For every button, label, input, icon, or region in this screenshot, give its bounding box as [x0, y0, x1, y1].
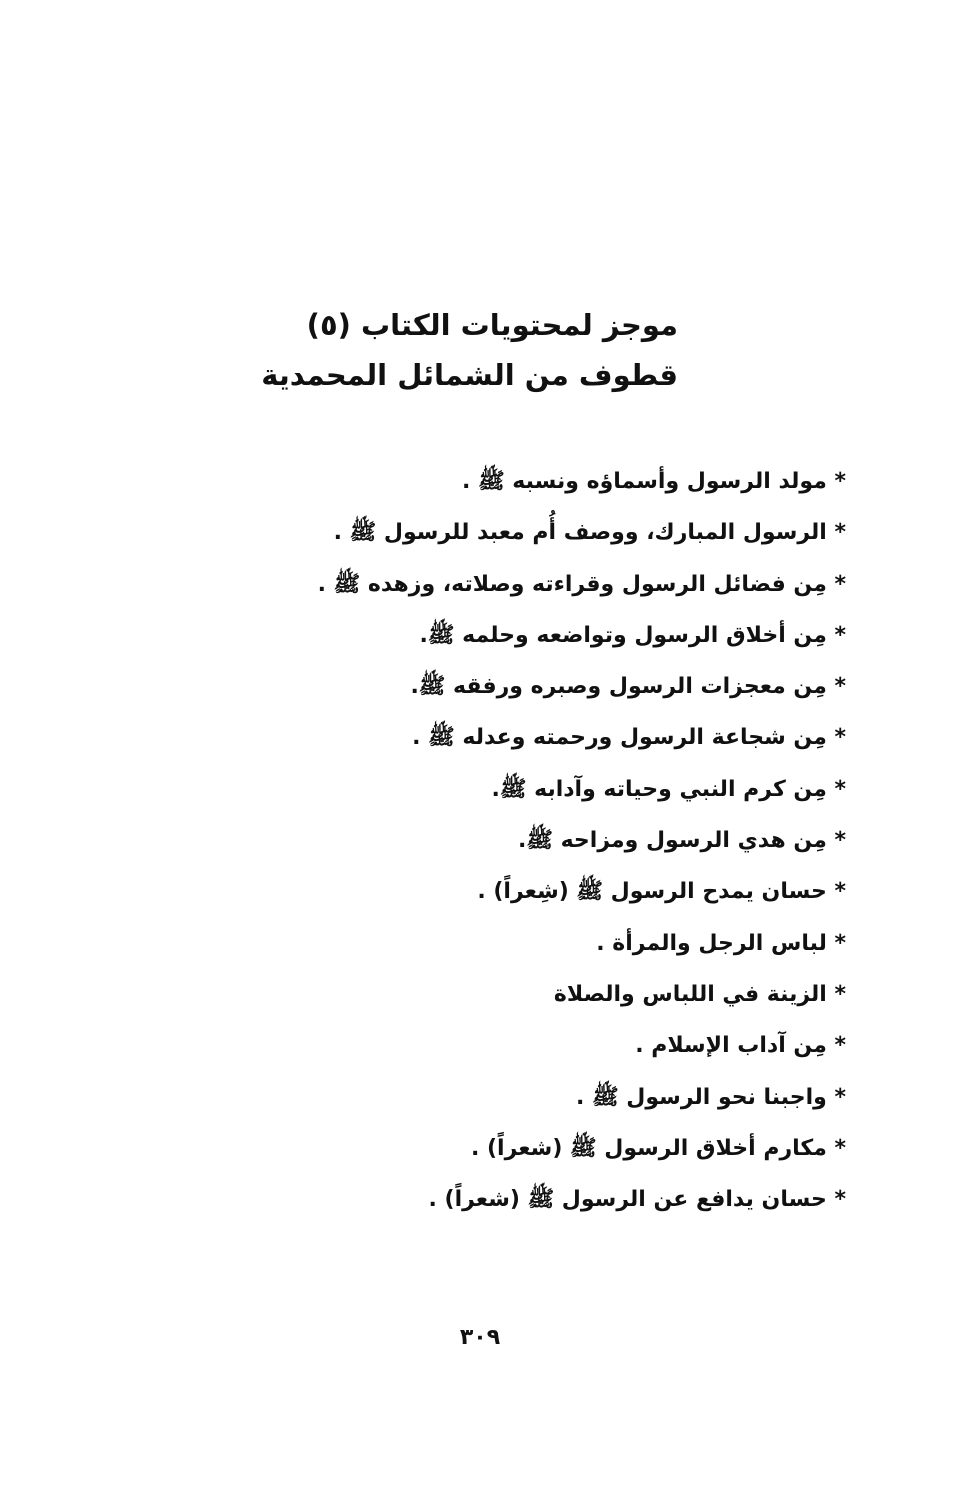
list-item: * حسان يدافع عن الرسول ﷺ (شعراً) . [428, 1187, 846, 1213]
list-item: * حسان يمدح الرسول ﷺ (شِعراً) . [477, 879, 846, 905]
list-item: * الزينة في اللباس والصلاة [553, 981, 846, 1007]
list-item: * مِن أخلاق الرسول وتواضعه وحلمه ﷺ. [419, 622, 846, 648]
page-number: ٣٠٩ [459, 1325, 501, 1350]
list-item: * مِن شجاعة الرسول ورحمته وعدله ﷺ . [412, 725, 846, 751]
heading-title: موجز لمحتويات الكتاب (٥) [306, 308, 678, 342]
list-item: * لباس الرجل والمرأة . [596, 930, 846, 956]
list-item: * مِن آداب الإسلام . [635, 1033, 846, 1059]
list-item: * مِن هدي الرسول ومزاحه ﷺ. [517, 828, 846, 854]
contents-list [286, 456, 846, 1225]
list-item: * مكارم أخلاق الرسول ﷺ (شعراً) . [470, 1135, 846, 1161]
list-item: * الرسول المبارك، ووصف أُم معبد للرسول ﷺ . [333, 520, 846, 546]
list-item: * مِن كرم النبي وحياته وآدابه ﷺ. [491, 776, 846, 802]
list-item: * مِن فضائل الرسول وقراءته وصلاته، وزهده ﷺ . [317, 571, 846, 597]
list-item: * مولد الرسول وأسماؤه ونسبه ﷺ . [462, 469, 846, 494]
list-item: * واجبنا نحو الرسول ﷺ . [576, 1084, 846, 1110]
list-item: * مِن معجزات الرسول وصبره ورفقه ﷺ. [410, 674, 846, 700]
section-heading [258, 300, 678, 400]
heading-subtitle: قطوف من الشمائل المحمدية [261, 358, 678, 392]
